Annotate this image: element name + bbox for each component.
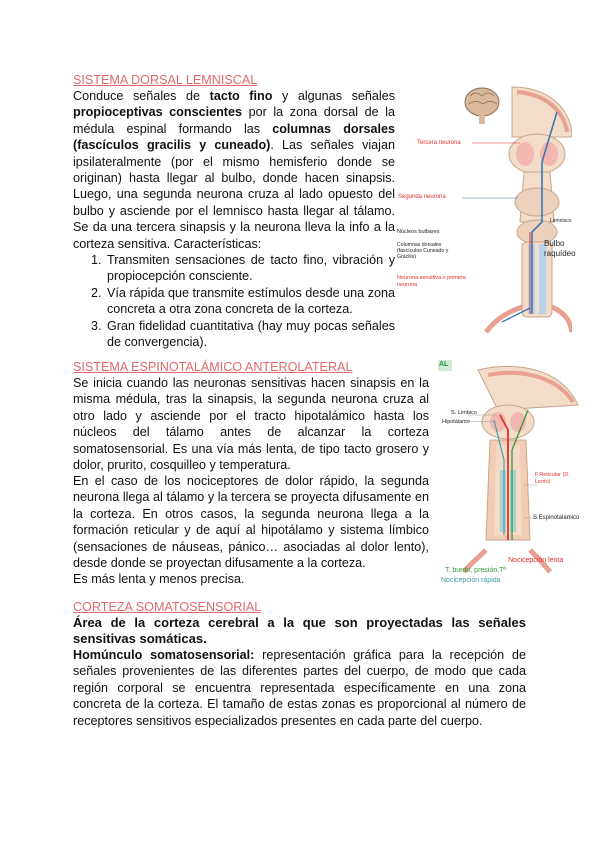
dorsal-column-pathway-figure — [397, 82, 576, 337]
label-lemnisco: Lemnisco — [550, 218, 572, 224]
list-item — [73, 285, 395, 318]
list-number: 3. — [91, 318, 102, 333]
list-number: 1. — [91, 253, 102, 267]
text: representación gráfica para la recepción de señales provenientes de las diferentes partes del cuerpo, de modo que cada región corporal se encuentra representada específicamente en una zona concreta de la corteza. El tamaño de estas zonas es proporcional al número de receptores sensitivos especializados presentes en cada parte del cuerpo. — [73, 648, 526, 728]
homunculo-paragraph — [73, 647, 526, 729]
list-item — [73, 252, 395, 285]
label-al: AL — [439, 361, 449, 368]
label-sistema-limbico: S. Límbico — [451, 410, 477, 416]
section-heading-dorsal-lemniscal: SISTEMA DORSAL LEMNISCAL — [73, 73, 258, 87]
text: . Las señales viajan ipsilateralmente (por el mismo hemisferio donde se originan) hasta llegar al bulbo, donde hacen sinapsis. Luego, una segunda neurona cruza al lado opuesto del bulbo y asciende por el lemnisco hasta llegar al tálamo. Se da una tercera sinapsis y la neurona lleva la info a la corteza sensitiva. Características: — [73, 138, 395, 251]
characteristics-list — [73, 252, 395, 350]
label-espinotalamico: S Espinotalámico — [533, 515, 580, 521]
anterolateral-pathway-figure — [438, 360, 588, 590]
label-tacto-burdo: T. burdo, presión,Tª — [445, 567, 506, 574]
label-hipotalamo: Hipotálamo — [442, 419, 470, 425]
list-item-text: Gran fidelidad cuantitativa (hay muy pocas señales de convergencia). — [107, 318, 395, 350]
bold-term: columnas dorsales (fascículos gracilis y cuneado) — [73, 121, 396, 153]
bold-term: tacto fino — [209, 89, 273, 103]
espinotalamico-paragraph-1: Se inicia cuando las neuronas sensitivas hacen sinapsis en la misma médula, tras la sinapsis, la segunda neurona cruza al otro lado y asciende por el tracto hipotalámico hasta los núcleos del tálamo antes de alcanzar la corteza somatosensorial. Es una vía más lenta, de tipo tacto grosero y dolor, prurito, cosquilleo y temperatura. — [73, 376, 429, 473]
section-heading-espinotalamico: SISTEMA ESPINOTALÁMICO ANTEROLATERAL — [73, 360, 353, 374]
label-nocicepcion-rapida: Nocicepción rápida — [441, 577, 501, 584]
label-nocicepcion-lenta: Nocicepción lenta — [508, 557, 564, 564]
text: y algunas señales — [272, 89, 395, 103]
bold-term: propioceptivas conscientes — [73, 105, 242, 120]
dorsal-lemniscal-paragraph — [73, 88, 395, 252]
section-heading-corteza: CORTEZA SOMATOSENSORIAL — [73, 600, 262, 614]
bold-term: Homúnculo somatosensorial: — [73, 648, 255, 662]
label-primera-neurona: Neurona sensitiva o primera neurona — [397, 275, 466, 288]
espinotalamico-paragraph-2: En el caso de los nociceptores de dolor rápido, la segunda neurona llega al tálamo y la tercera se proyecta difusamente en la corteza. En otros casos, la segunda neurona llega a la formación reticular y de aquí al hipotálamo y sistema límbico (sensaciones de náuseas, pánico… asociadas al dolor lento), desde donde se proyectan difusamente a la corteza. — [73, 474, 429, 571]
label-tercera-neurona: Tercera neurona — [417, 140, 461, 146]
text: por la zona dorsal de la médula espinal formando las — [73, 105, 396, 136]
list-item-text: Transmiten sensaciones de tacto fino, vibración y propiocepción consciente. — [107, 253, 395, 284]
espinotalamico-paragraph-3: Es más lenta y menos precisa. — [73, 572, 245, 586]
list-item-text: Vía rápida que transmite estímulos desde una zona concreta a otra zona concreta de la corteza. — [107, 285, 395, 317]
label-formacion-reticular: F.Reticular (D. Lento) — [535, 472, 570, 485]
label-nucleos-bulbares: Núcleos bulbares — [397, 229, 440, 235]
corteza-definition-title: Área de la corteza cerebral a la que son proyectadas las señales sensitivas somáticas. — [73, 615, 526, 647]
text: Conduce señales de — [73, 89, 210, 103]
label-columnas-dorsales: Columnas dorsales (fascículos Cuneado y Grácilis) — [397, 242, 449, 260]
list-number: 2. — [91, 285, 102, 300]
label-segunda-neurona: Segunda neurona — [398, 194, 446, 200]
label-bulbo-raquideo: Bulbo raquídeo — [544, 239, 576, 258]
list-item — [73, 318, 395, 351]
